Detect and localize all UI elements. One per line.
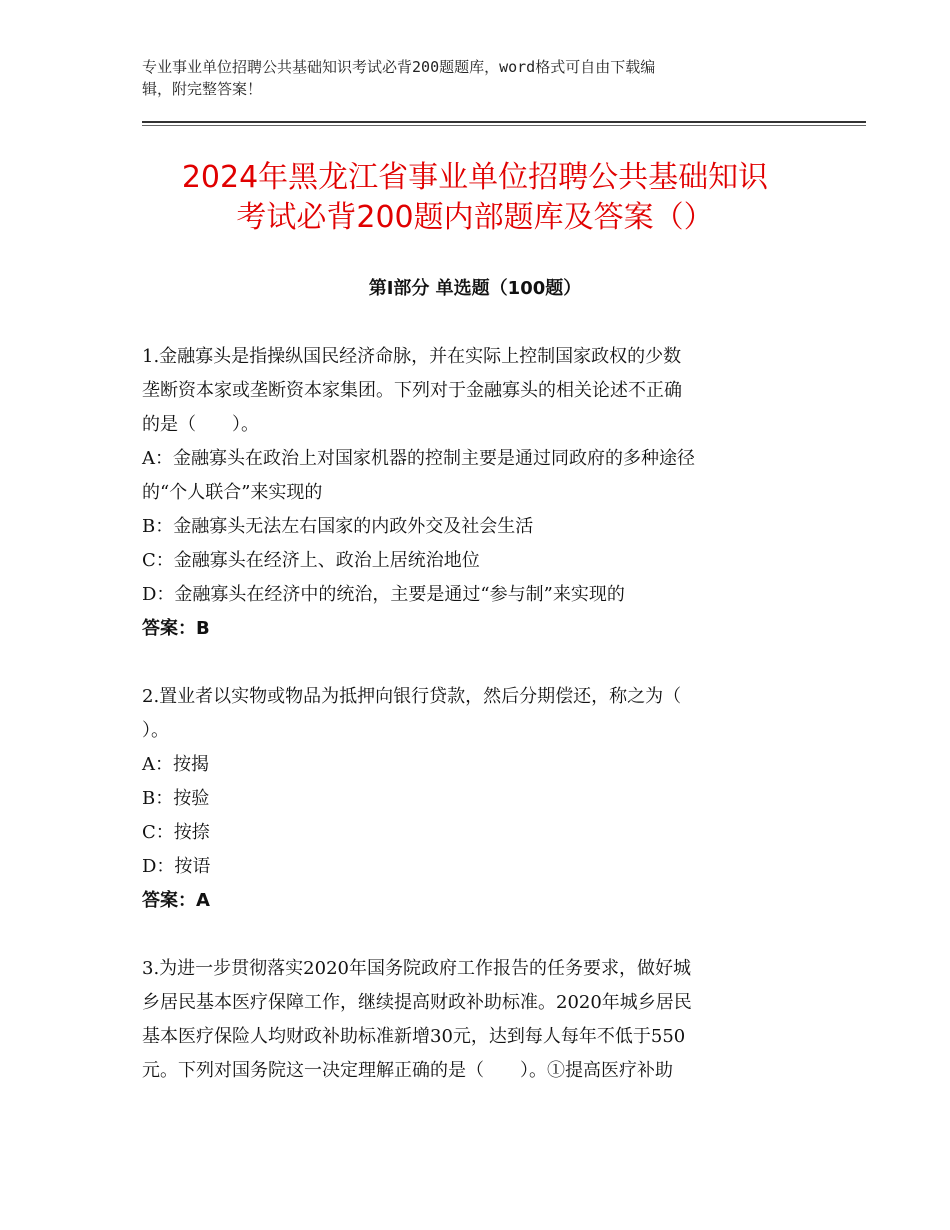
option-line: 的“个人联合”来实现的 bbox=[142, 482, 323, 503]
header-divider-thin bbox=[142, 125, 866, 126]
option-line: A：按揭 bbox=[142, 754, 209, 775]
question-stem-line: ）。 bbox=[142, 720, 169, 741]
option-line: C：金融寡头在经济上、政治上居统治地位 bbox=[142, 550, 480, 571]
document-title-line: 2024年黑龙江省事业单位招聘公共基础知识 bbox=[181, 160, 769, 195]
option-line: D：金融寡头在经济中的统治，主要是通过“参与制”来实现的 bbox=[142, 584, 625, 605]
header-divider-thick bbox=[142, 121, 866, 123]
question-stem-line: 2.置业者以实物或物品为抵押向银行贷款，然后分期偿还，称之为（ bbox=[142, 686, 682, 707]
question-stem-line: 3.为进一步贯彻落实2020年国务院政府工作报告的任务要求，做好城 bbox=[142, 958, 691, 979]
question-stem-line: 垄断资本家或垄断资本家集团。下列对于金融寡头的相关论述不正确 bbox=[142, 380, 682, 401]
question-stem-line: 乡居民基本医疗保障工作，继续提高财政补助标准。2020年城乡居民 bbox=[142, 992, 692, 1013]
question-2 bbox=[142, 680, 808, 918]
header-note-line: 专业事业单位招聘公共基础知识考试必背200题题库，word格式可自由下载编 bbox=[142, 58, 656, 76]
document-title bbox=[100, 158, 850, 238]
question-list bbox=[142, 340, 808, 1122]
option-line: B：金融寡头无法左右国家的内政外交及社会生活 bbox=[142, 516, 534, 537]
question-stem-line: 元。下列对国务院这一决定理解正确的是（ ）。①提高医疗补助 bbox=[142, 1060, 673, 1081]
question-1 bbox=[142, 340, 808, 646]
option-line: A：金融寡头在政治上对国家机器的控制主要是通过同政府的多种途径 bbox=[142, 448, 695, 469]
question-stem-line: 的是（ ）。 bbox=[142, 414, 259, 435]
option-line: B：按验 bbox=[142, 788, 210, 809]
question-3 bbox=[142, 952, 808, 1088]
question-stem-line: 1.金融寡头是指操纵国民经济命脉，并在实际上控制国家政权的少数 bbox=[142, 346, 682, 367]
option-line: D：按语 bbox=[142, 856, 211, 877]
option-line: C：按捺 bbox=[142, 822, 210, 843]
header-note-line: 辑，附完整答案！ bbox=[142, 80, 263, 98]
document-title-line: 考试必背200题内部题库及答案（） bbox=[236, 200, 714, 235]
question-stem-line: 基本医疗保险人均财政补助标准新增30元，达到每人每年不低于550 bbox=[142, 1026, 686, 1047]
section-title: 第Ⅰ部分 单选题（100题） bbox=[368, 278, 582, 299]
answer: 答案：A bbox=[142, 890, 210, 911]
header-note bbox=[142, 56, 802, 100]
answer: 答案：B bbox=[142, 618, 210, 639]
